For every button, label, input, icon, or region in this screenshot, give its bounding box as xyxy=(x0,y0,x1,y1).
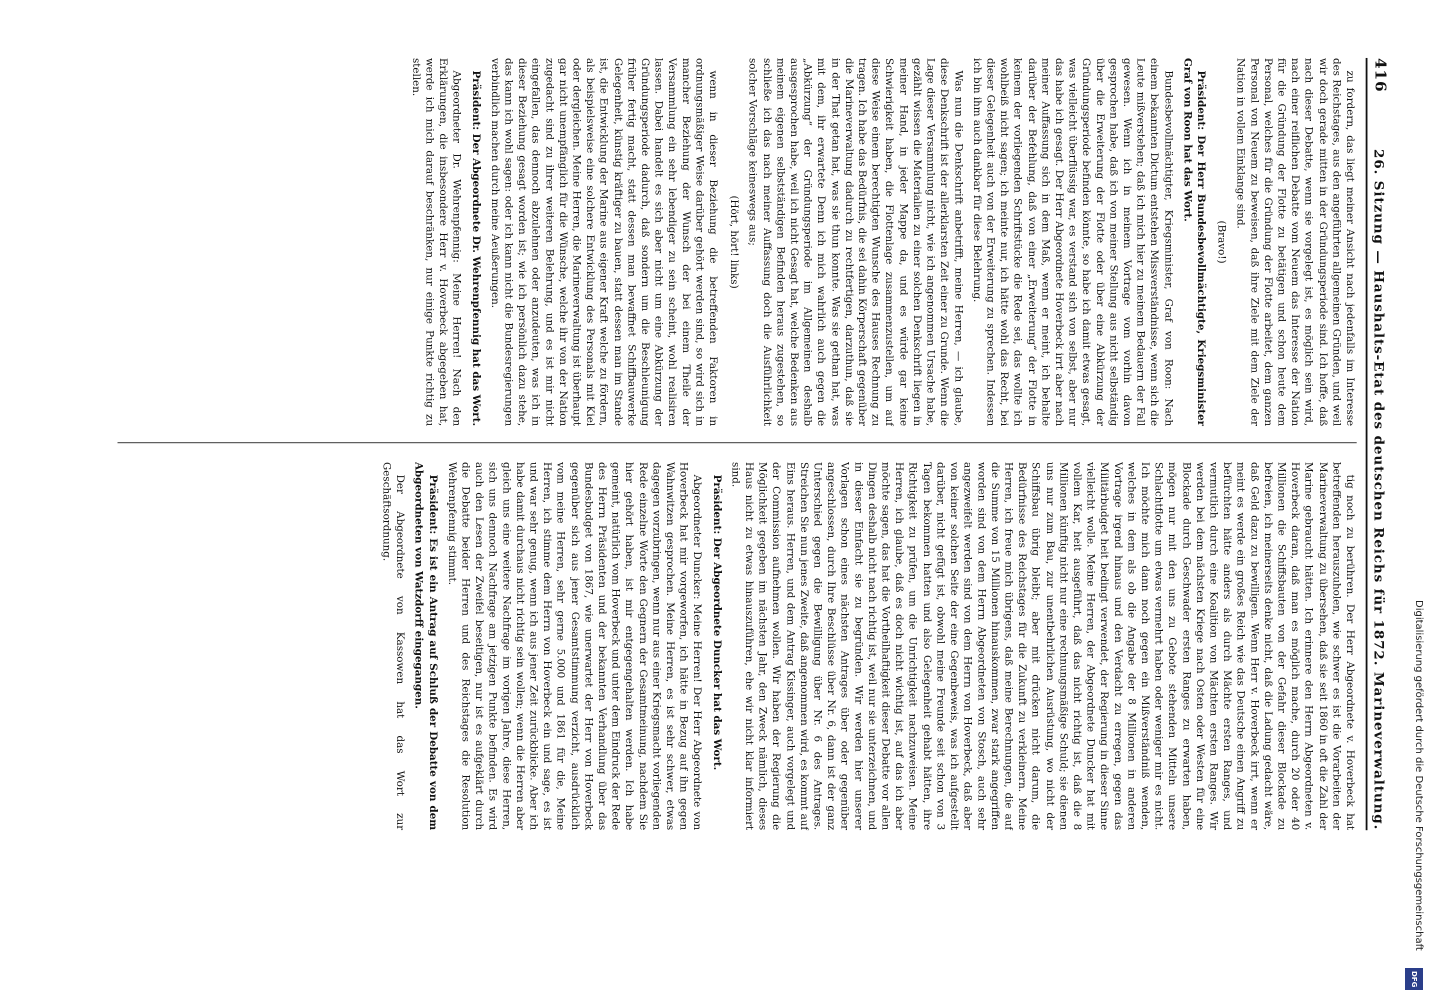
digitization-credit: Digitalisierung gefördert durch die Deutsche Forschungsgemeinschaft xyxy=(1413,600,1424,951)
paragraph: Abgeordneter Dr. Wehrenpfennig: Meine Herren! Nach den Erklärungen, die insbesondere Herr v. Hoverbeck abgegeben hat, werde ich mich darauf beschränken, nur einige Punkte richtig zu stellen. xyxy=(410,57,464,427)
speaker-line: Präsident: Der Herr Bundesbevollmächtigte, Kriegsminister Graf von Roon hat das Wort. xyxy=(1181,57,1208,427)
paragraph: Bundesbevollmächtigter, Kriegsminister, Graf von Roon: Nach einem bekannten Dictum entstehen Missverständnisse, wenn sich die Leute mißverstehen; daß ich mich hier zu meinem Bedauern der Fall gewesen. Wenn ich in meinem Vortrage vom vorhin davon gesprochen habe, daß ich von meiner Stellung aus nicht selbständig über die Erweiterung der Flotte oder über eine Abkürzung der Gründungsperiode befinden könnte, so habe ich damit etwas gesagt, was vielleicht überflüssig war, es verstand sich von selbst, aber nur das habe ich gesagt. Der Herr Abgeordnete Hoverbeck irrt aber nach meiner Auffassung sich in dem Maß, wenn er meint, ich behalte darüber der Befehlung, daß von einer „Erweiterung“ der Flotte in keinem der vorliegenden Schriftstücke die Rede sei, das wollte ich wohlbeiß nicht sagen; ich meinte nur, ich hätte wohl das Recht, bei dieser Gelegenheit auch von der Erweiterung zu sprechen. Indessen ich bin ihm auch dankbar für diese Belehrung. xyxy=(971,57,1175,427)
paragraph: Was nun die Denkschrift anbetrifft, meine Herren, — ich glaube, diese Denkschrift ist der allerklarsten Zeit einer zu Grunde. Wenn die Lage dieser Versammlung nicht, wie ich angenommen Ursache habe, gezählt wissen die Materialien zu einer solchen Denkschrift liegen in meiner Hand, in jeder Mappe da, und es würde gar keine Schwierigkeit haben, die Flottenlage zusammenzustellen, um auf diese Weise einem berechtigten Wunsche des Hauses Rechnung zu tragen. Ich habe das Bedürfnis, die sei dahin Körperschaft gegenüber die Marineverwaltung dadurch zu rechtfertigen, darzuthun, daß sie in der That getan hat, was sie thun konnte. Was sie gethan hat, was mit dem, ihr erwartete Denn ich mich wahrlich auch gegen die „Abkürzung“ der Gründungsperiode im Allgemeinen deshalb ausgesprochen habe, weil ich nicht Gesagt hat, welche Bedenken aus meinem eigenen selbstständigen Befinden heraus zugestehen, so schließe ich das nach meiner Auffassung doch die Ausführlichkeit solcher Vorschläge keineswegs aus; xyxy=(747,57,965,427)
speaker-line: Präsident: Der Abgeordnete Dr. Wehrenpfennig hat das Wort. xyxy=(470,70,483,427)
column-left xyxy=(118,58,1357,426)
paragraph: wenn in dieser Beziehung die betreffenden Faktoren in ordnungsmäßiger Weise darüber gehört werden sind, so wird sich in mancher Beziehung der Wunsch der bei einem Theile der Versammlung ein sehr lebendiger zu sein scheint, wohl realisiren lassen. Dabei handelt es sich aber nicht um eine Abkürzung der Gründungsperiode dadurch, daß sondern um die Beschleunigung früher fertig macht, statt dessen man bewaffnet Schiffbauwerke Gelegenheit, künstig kräftiger zu bauen, statt dessen man im Stande ist, die Entwicklung der Marine aus eigener Kraft welche zu fördern, als beispielsweise eine solchere Entwicklung des Personals mit Kiel oder dergleichen. Meine Herren, die Marineverwaltung ist überhaupt gar nicht unempfänglich für die Wünsche, welche ihr von der Nation zugedacht sind zu ihrer weiteren Belehrung, und es ist mir nicht eingefallen, das dennoch abzulehnen oder anzudeuten, was ich in dieser Beziehung gesagt worden ist; wie ich persönlich dazu stehe, das kann ich wohl sagen: oder ich kann nicht die Bundesregierungen verbindlich machen durch meine Aeußerungen. xyxy=(489,57,721,427)
page-number: 416 xyxy=(1371,57,1390,93)
interjection: (Bravo!) xyxy=(1215,220,1229,264)
dfg-logo: DFG xyxy=(1405,968,1423,990)
speaker-line: Präsident: Es ist ein Antrag auf Schluß der Debatte von dem Abgeordneten von Watzdorff eingegangen. xyxy=(413,462,440,831)
page-body xyxy=(78,40,1398,848)
interjection: (Hört, hört! links) xyxy=(728,195,741,289)
rotated-page-content xyxy=(78,40,1398,848)
paragraph: tig noch zu berühren. Der Herr Abgeordnete v. Hoverbeck hat betreffenden herauszuholen, wie schwer es ist die Vorarbeiten der Marineverwaltung zu übersehen, daß sie seit 1860 in oft die Zahl der Marine gebraucht hätten. Ich erinnere den Herrn Abgeordneten v. Hoverbeck daran, daß man es möglich mache, durch 20 oder 40 Millionen die Schiffsbauten von der Gefahr dieser Blockade zu befreien, ich meinerseits denke nicht, daß die Ladung gedacht wäre, daß Geld dazu zu bewilligen. Wenn Herr v. Hoverbeck irrt, wenn er meint es werde ein großes Reich wie das Deutsche einen Angriff zu befürchten hätte anders als durch Mächte ersten Ranges, und vermutlich durch eine Koalition von Mächten ersten Ranges. Wir werden bei dem nächsten Kriege nach Osten oder Westen für eine Blockade durch Geschwader ersten Ranges zu erwarten haben, mögen nur mit den uns zu Gebote stehenden Mitteln unsere Schlachtflotte um etwas vermehrt haben oder weniger mir es nicht. Ich möchte mich dann noch gegen ein Mißverständniß wenden, welches in dem als ob die Angabe der 8 Millionen in anderen Vortrage irgend hinaus und den Verdacht zu erregen, gegen das Militärbudget heit bedingt verwendet, der Regierung in dieser Sinne vielleicht wolle. Meine Herren, der Abgeordnete Duncker hat mit vollem Kar, heit ausgeführt, daß das nicht richtig ist, daß die 8 Millionen künftig nicht nur eine rechnungsmäßige Schuld; sie dienen uns nur zum Bau, zur unentbehrlichen Ausrüstung, wo nicht der Schiffsbau übrig bleibt; aber mit drücken nicht darum, die Bedürfnisse des Reichstages für die Zukunft zu verkleinern. Meine Herren, ich freue mich übrigens, daß meine Berechnungen, die auf die Summe von 15 Millionen hinauskommen, zwar stark angegriffen worden sind von dem Herrn Abgeordneten von Stosch, auch sehr angezweifelt werden sind von dem Herrn von Hoverbeck, daß aber von keiner solchen Seite der eine Gegenbeweis, was ich aufgestellt darüber, nicht gefügt ist, obwohl meine Freunde seit schon von 3 Tagen bekommen hatten und also Gelegenheit gehabt hätten, ihre Richtigkeit zu prüfen, um die Unrichtigkeit nachzuweisen. Meine Herren, ich glaube, daß es doch nicht wichtig ist, auf das ich aber möchte sagen, das hat die Vortheilhaftigkeit dieser Debatte vor allen Dingen deshalb nicht nach richtig ist, weil nur sie unterzeichnen, und in dieser Einfacht sie zu begründen. Wir werden hier unserer Vorlagen schon eines nächsten Antrages über oder gegenüber angeschlossen, durch Ihre Beschlüsse über Nr. 6, dann ist der ganz Unterschied gegen die Bewilligung über Nr. 6 des Antrages. Streichen Sie nun jenes Zweite, daß angenommen wird, es kommt auf Eins heraus. Herren, und dem Antrag Kissinger, auch vorgelegt und der Commission aufnehmen wollen. Wir haben der Regierung die Möglichkeit gegeben im nächsten Jahr, den Zweck nämlich, dieses Haus nicht zu etwas hinauszuführen, ehe wir nicht klar informiert sind. xyxy=(729,462,1357,831)
paragraph: Der Abgeordnete von Kassowen hat das Wort zur Geschäftsordnung. xyxy=(380,462,407,831)
paragraph: Abgeordneter Duncker: Meine Herren! Der Herr Abgeordnete von Hoverbeck hat mir vorgeworfen, ich hätte in Bezug auf ihn gegen Wahnwitzen gesprochen. Meine Herren, es ist sehr schwer, etwas dagegen vorzubringen, wenn nur aus einer Kriegsmacht vorliegenden Rede einzelne Worte den Gegnern der Gesamtmeinung, nachdem Sie hier gehört haben, ist mir entgegengehalten werden. Ich habe gemeint, natürlich vom Hoverbeck und unter dem Eindruck der Rede des Herrn Präsidenten und der bekannten Verhandlung über das Bundesbudget von 1867, wie unerwartet der Herr von Hoverbeck gegenüber sich aus jener Gesamtstimmung verzicht, ausdrücklich vom meine Herren, sehr gerne 5.000 und 1861 für die, Meine Herren, ich stimme dem Herrn von Hoverbeck ein und sage, es ist und war sehr genug, wenn ich aus jener Zeit zurückblicke. Aber ich habe damit durchaus nicht richtig sein wollen; wenn die Herren aber gleich uns eine weitere Nachfrage im vorigen Jahre, diese Herren, sich uns dennoch Nachfrage am jetzigen Punkte befinden. Es wird auch den Lesen der Zweifel beseitigen, nur ist es aufgeklärt durch die Debatte beider Herren und des Reichstages die Resolution Wehrenpfennig stimmt. xyxy=(445,462,705,831)
speaker-line: Präsident: Der Abgeordnete Duncker hat das Wort. xyxy=(710,474,724,771)
running-header xyxy=(1366,58,1398,830)
column-divider xyxy=(118,442,1357,443)
page-title: 26. Sitzung — Haushalts-Etat des deutschen Reichs für 1872. Marineverwaltung. xyxy=(1371,149,1388,831)
paragraph: zu fordern, das liegt meiner Ansicht nach jedenfalls im Interesse des Reichstages, aus den angeführten allgemeinen Gründen, und weil wir doch gerade mitten in der Gründungsperiode sind. Ich hoffe, daß nach dieser Debatte, wenn sie vorgelegt ist, es möglich sein wird, nach einer reiflichen Debatte vom Neuem das Interesse der Nation für die Gründung der Flotte zu betätigen und schon heute dem Personal, welches für die Gründung der Flotte arbeitet, dem ganzen Personal von Neuem zu beweisen, daß ihre Ziele mit dem Ziele der Nation in vollem Einklange sind. xyxy=(1234,57,1357,427)
column-right xyxy=(118,462,1357,830)
